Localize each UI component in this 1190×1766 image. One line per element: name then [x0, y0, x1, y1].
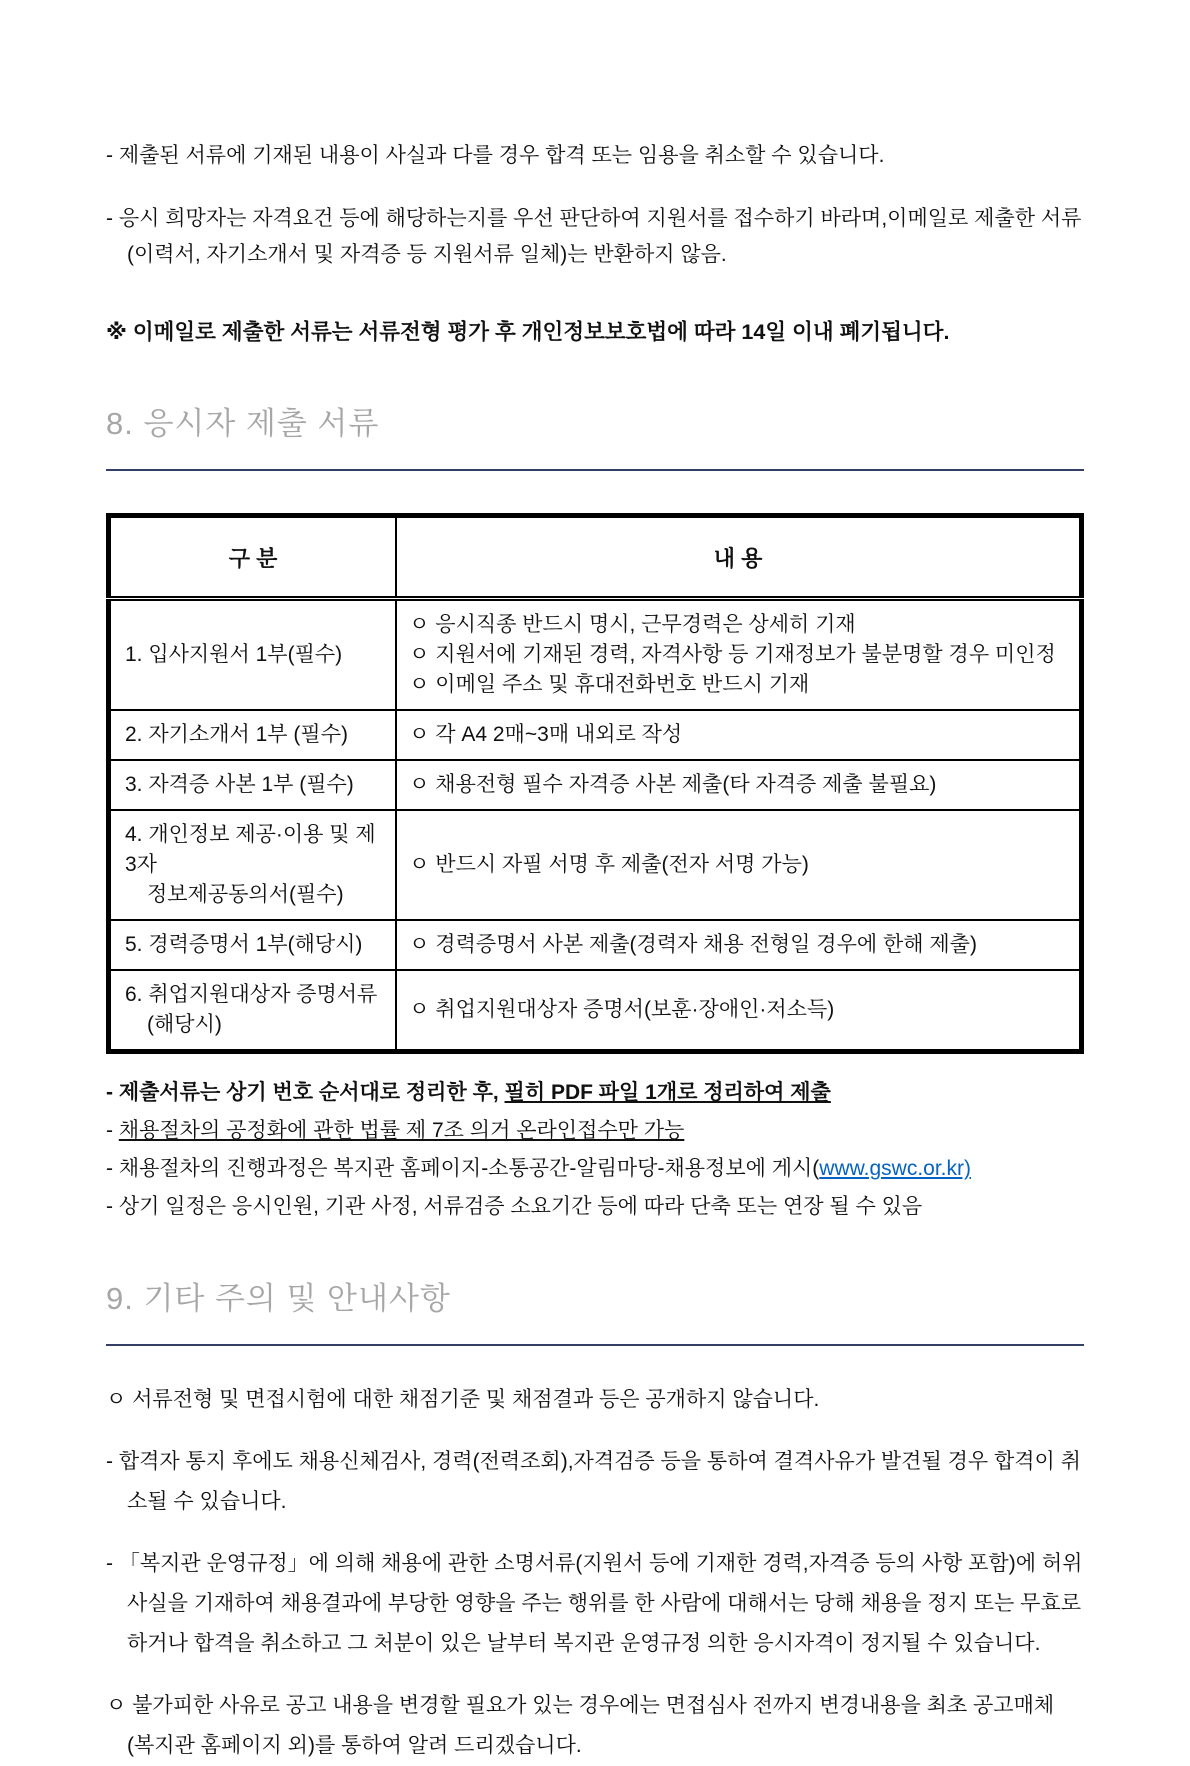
row-content-cell — [396, 970, 1081, 1052]
content-item: ㅇ 경력증명서 사본 제출(경력자 채용 전형일 경우에 한해 제출) — [409, 933, 977, 956]
category-line: 1. 입사지원서 1부(필수) — [125, 643, 343, 666]
note-text: - 제출서류는 상기 번호 순서대로 정리한 후, — [106, 1081, 505, 1104]
section-8-heading: 8. 응시자 제출 서류 — [106, 406, 380, 441]
table-row — [109, 970, 1082, 1052]
intro-paragraph: - 응시 희망자는 자격요건 등에 해당하는지를 우선 판단하여 지원서를 접수하기 바라며,이메일로 제출한 서류(이력서, 자기소개서 및 자격증 등 지원서류 일체)는 반환하지 않음. — [106, 207, 1082, 266]
column-header-category: 구 분 — [109, 516, 397, 599]
table-body — [109, 599, 1082, 1052]
row-content-cell — [396, 810, 1081, 920]
retention-notice: ※ 이메일로 제출한 서류는 서류전형 평가 후 개인정보보호법에 따라 14일 이내 폐기됩니다. — [106, 320, 950, 344]
content-item: ㅇ 채용전형 필수 자격증 사본 제출(타 자격증 제출 불필요) — [409, 773, 937, 796]
table-row — [109, 920, 1082, 970]
notice-paragraph: ㅇ 불가피한 사유로 공고 내용을 변경할 필요가 있는 경우에는 면접심사 전까지 변경내용을 최초 공고매체 (복지관 홈페이지 외)를 통하여 알려 드리겠습니다. — [106, 1694, 1055, 1757]
row-category-cell — [109, 970, 397, 1052]
table-row — [109, 760, 1082, 810]
submission-note — [106, 1154, 1084, 1184]
notice-paragraph: - 「복지관 운영규정」에 의해 채용에 관한 소명서류(지원서 등에 기재한 경력,자격증 등의 사항 포함)에 허위 사실을 기재하여 채용결과에 부당한 영향을 주는 행위를 한 사람에 대해서는 당해 채용을 정지 또는 무효로 하거나 합격을 취소하고 그 처분이 있은 날부터 복지관 운영규정 의한 응시자격이 정지될 수 있습니다. — [106, 1552, 1083, 1655]
note-text: 채용절차의 공정화에 관한 법률 제 7조 의거 온라인접수만 가능 — [118, 1119, 685, 1142]
submission-documents-table — [106, 513, 1084, 1054]
column-header-content: 내 용 — [396, 516, 1081, 599]
submission-note — [106, 1116, 1084, 1146]
note-text: - — [106, 1119, 119, 1142]
section-9-divider — [106, 1344, 1084, 1346]
row-content-cell — [396, 710, 1081, 760]
table-header-row — [109, 516, 1082, 599]
row-content-cell — [396, 599, 1081, 711]
category-line: 3. 자격증 사본 1부 (필수) — [125, 773, 354, 796]
category-line: 정보제공동의서(필수) — [147, 883, 344, 906]
row-category-cell — [109, 920, 397, 970]
note-text: 필히 PDF 파일 1개로 정리하여 제출 — [504, 1081, 831, 1104]
content-item: ㅇ 이메일 주소 및 휴대전화번호 반드시 기재 — [409, 673, 810, 696]
section-8-notes — [106, 1078, 1084, 1222]
table-row — [109, 710, 1082, 760]
row-content-cell — [396, 920, 1081, 970]
row-category-cell — [109, 810, 397, 920]
content-item: ㅇ 취업지원대상자 증명서(보훈·장애인·저소득) — [409, 998, 835, 1021]
row-content-cell — [396, 760, 1081, 810]
row-category-cell — [109, 710, 397, 760]
content-item: ㅇ 반드시 자필 서명 후 제출(전자 서명 가능) — [409, 853, 809, 876]
row-category-cell — [109, 760, 397, 810]
content-item: ㅇ 응시직종 반드시 명시, 근무경력은 상세히 기재 — [409, 613, 856, 636]
category-line: (해당시) — [147, 1013, 222, 1036]
notice-paragraph: - 합격자 통지 후에도 채용신체검사, 경력(전력조회),자격검증 등을 통하여 결격사유가 발견될 경우 합격이 취소될 수 있습니다. — [106, 1450, 1081, 1513]
intro-paragraph: - 제출된 서류에 기재된 내용이 사실과 다를 경우 합격 또는 임용을 취소할 수 있습니다. — [106, 144, 885, 167]
notice-paragraph: ㅇ 서류전형 및 면접시험에 대한 채점기준 및 채점결과 등은 공개하지 않습니다. — [106, 1388, 820, 1411]
note-text: - 채용절차의 진행과정은 복지관 홈페이지-소통공간-알림마당-채용정보에 게시( — [106, 1157, 820, 1180]
submission-note — [106, 1078, 1084, 1108]
section-9-paragraphs — [106, 1380, 1084, 1766]
category-line: 4. 개인정보 제공·이용 및 제3자 — [125, 823, 376, 876]
submission-note — [106, 1192, 1084, 1222]
section-8-divider — [106, 469, 1084, 471]
content-item: ㅇ 각 A4 2매~3매 내외로 작성 — [409, 723, 683, 746]
category-line: 5. 경력증명서 1부(해당시) — [125, 933, 363, 956]
note-text: - 상기 일정은 응시인원, 기관 사정, 서류검증 소요기간 등에 따라 단축 또는 연장 될 수 있음 — [106, 1195, 923, 1218]
row-category-cell — [109, 599, 397, 711]
website-link[interactable]: www.gswc.or.kr) — [819, 1157, 971, 1180]
intro-paragraphs — [106, 138, 1084, 273]
section-9-heading: 9. 기타 주의 및 안내사항 — [106, 1281, 451, 1316]
content-item: ㅇ 지원서에 기재된 경력, 자격사항 등 기재정보가 불분명할 경우 미인정 — [409, 643, 1056, 666]
category-line: 2. 자기소개서 1부 (필수) — [125, 723, 348, 746]
table-row — [109, 599, 1082, 711]
category-line: 6. 취업지원대상자 증명서류 — [125, 983, 378, 1006]
table-row — [109, 810, 1082, 920]
